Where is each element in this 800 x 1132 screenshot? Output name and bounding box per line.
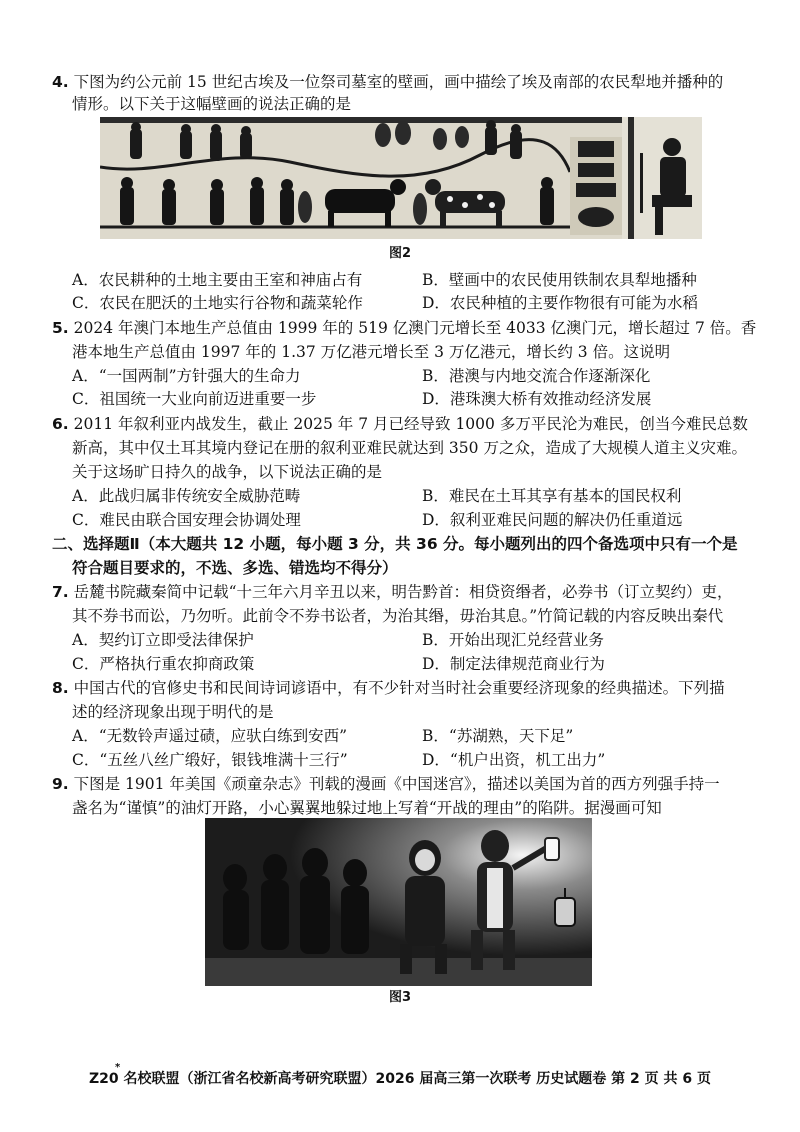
q6-option-d[interactable]: D．叙利亚难民问题的解决仍任重道远 [422, 511, 683, 529]
q8-option-d[interactable]: D．“机户出资，机工出力” [422, 751, 606, 769]
q4-option-a[interactable]: A．农民耕种的土地主要由王室和神庙占有 [72, 271, 363, 289]
china-maze-cartoon-figure [205, 818, 592, 986]
q6-option-a[interactable]: A．此战归属非传统安全威胁范畴 [72, 487, 301, 505]
q6-option-b[interactable]: B．难民在土耳其享有基本的国民权利 [422, 487, 682, 505]
section2-header-line1: 二、选择题Ⅱ（本大题共 12 小题，每小题 3 分，共 36 分。每小题列出的四个备选项中只有一个是 [52, 535, 738, 553]
footer-text: Z20 名校联盟（浙江省名校新高考研究联盟）2026 届高三第一次联考 历史试题卷 第 2 页 共 6 页 [89, 1071, 711, 1087]
egyptian-fresco-figure [100, 117, 702, 239]
q5-option-a[interactable]: A．“一国两制”方针强大的生命力 [72, 367, 301, 385]
q4-stem-line2: 情形。以下关于这幅壁画的说法正确的是 [72, 95, 352, 113]
q4-stem-line1: 4. 下图为约公元前 15 世纪古埃及一位祭司墓室的壁画，画中描绘了埃及南部的农民犁地并播种的 [52, 73, 724, 91]
q8-stem-line2: 述的经济现象出现于明代的是 [72, 703, 274, 721]
q9-stem-line1: 9. 下图是 1901 年美国《顽童杂志》刊载的漫画《中国迷宫》，描述以美国为首的西方列强手持一 [52, 775, 720, 793]
q5-option-d[interactable]: D．港珠澳大桥有效推动经济发展 [422, 390, 652, 408]
q5-stem-line2: 港本地生产总值由 1997 年的 1.37 万亿港元增长至 3 万亿港元，增长约 3 倍。这说明 [72, 343, 671, 361]
q4-option-b[interactable]: B．壁画中的农民使用铁制农具犁地播种 [422, 271, 697, 289]
q6-stem-line1: 6. 2011 年叙利亚内战发生，截止 2025 年 7 月已经导致 1000 多万平民沦为难民，创当今难民总数 [52, 415, 748, 433]
q5-option-b[interactable]: B．港澳与内地交流合作逐渐深化 [422, 367, 651, 385]
figure3-caption: 图3 [388, 990, 412, 1005]
section2-header-line2: 符合题目要求的，不选、多选、错选均不得分） [72, 559, 398, 577]
q8-number: 8. [52, 679, 69, 697]
q9-stem-line2: 盏名为“谨慎”的油灯开路，小心翼翼地躲过地上写着“开战的理由”的陷阱。据漫画可知 [72, 799, 662, 817]
q7-number: 7. [52, 583, 69, 601]
q9-number: 9. [52, 775, 69, 793]
cartoon-illustration [205, 818, 592, 986]
q6-stem-line2: 新高，其中仅土耳其境内登记在册的叙利亚难民就达到 350 万之众，造成了大规模人道主义灾难。 [72, 439, 747, 457]
q4-option-d[interactable]: D．农民种植的主要作物很有可能为水稻 [422, 294, 698, 312]
fresco-illustration [100, 117, 702, 239]
q8-option-c[interactable]: C．“五丝八丝广缎好，银钱堆满十三行” [72, 751, 348, 769]
q7-option-c[interactable]: C．严格执行重农抑商政策 [72, 655, 255, 673]
q6-number: 6. [52, 415, 69, 433]
q7-option-b[interactable]: B．开始出现汇兑经营业务 [422, 631, 604, 649]
footer-mark: * [115, 1062, 121, 1073]
q7-option-d[interactable]: D．制定法律规范商业行为 [422, 655, 605, 673]
figure2-caption: 图2 [388, 246, 412, 261]
q4-option-c[interactable]: C．农民在肥沃的土地实行谷物和蔬菜轮作 [72, 294, 363, 312]
q8-stem-line1: 8. 中国古代的官修史书和民间诗词谚语中，有不少针对当时社会重要经济现象的经典描述。下列描 [52, 679, 725, 697]
q7-stem-line1: 7. 岳麓书院藏秦简中记载“十三年六月辛丑以来，明告黔首：相贷资缗者，必券书（订立契约）吏， [52, 583, 733, 601]
q5-stem-line1: 5. 2024 年澳门本地生产总值由 1999 年的 519 亿澳门元增长至 4033 亿澳门元，增长超过 7 倍。香 [52, 319, 757, 337]
q7-option-a[interactable]: A．契约订立即受法律保护 [72, 631, 254, 649]
q4-number: 4. [52, 73, 69, 91]
q6-option-c[interactable]: C．难民由联合国安理会协调处理 [72, 511, 301, 529]
q8-option-b[interactable]: B．“苏湖熟，天下足” [422, 727, 574, 745]
q8-option-a[interactable]: A．“无数铃声遥过碛，应驮白练到安西” [72, 727, 348, 745]
q6-stem-line3: 关于这场旷日持久的战争，以下说法正确的是 [72, 463, 383, 481]
q5-option-c[interactable]: C．祖国统一大业向前迈进重要一步 [72, 390, 317, 408]
q7-stem-line2: 其不券书而讼，乃勿听。此前令不券书讼者，为治其缗，毋治其息。”竹简记载的内容反映出秦代 [72, 607, 724, 625]
q5-number: 5. [52, 319, 69, 337]
